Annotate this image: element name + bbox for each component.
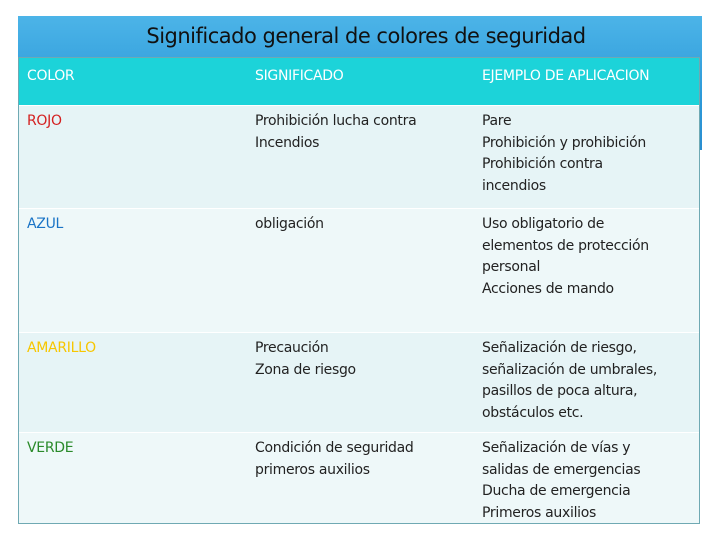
color-name-amarillo: AMARILLO — [19, 333, 247, 433]
ejemplo-cell — [474, 106, 700, 209]
ejemplo-line: personal — [482, 259, 541, 275]
ejemplo-line: Señalización de riesgo, — [482, 340, 637, 356]
ejemplo-line: Pare — [482, 113, 512, 129]
significado-line: Incendios — [255, 134, 320, 151]
table-row — [19, 209, 700, 333]
ejemplo-line: Ducha de emergencia — [482, 483, 631, 499]
ejemplo-line: pasillos de poca altura, — [482, 383, 638, 399]
significado-line: Precaución — [255, 340, 329, 356]
ejemplo-line: elementos de protección — [482, 237, 649, 254]
ejemplo-cell — [474, 333, 700, 433]
ejemplo-line: Prohibición contra — [482, 156, 603, 172]
ejemplo-line: obstáculos etc. — [482, 404, 584, 421]
ejemplo-line: salidas de emergencias — [482, 461, 641, 478]
significado-line: Prohibición lucha contra — [255, 113, 417, 129]
table-row — [19, 433, 700, 525]
significado-cell — [247, 209, 474, 333]
ejemplo-line: Primeros auxilios — [482, 504, 597, 521]
significado-line: Zona de riesgo — [255, 361, 356, 378]
ejemplo-line: Señalización de vías y — [482, 440, 631, 456]
ejemplo-cell — [474, 433, 700, 525]
significado-cell — [247, 433, 474, 525]
slide-title: Significado general de colores de seguridad — [146, 24, 586, 48]
colors-table — [19, 58, 700, 524]
significado-line: obligación — [255, 216, 324, 232]
header-ejemplo: EJEMPLO DE APLICACION — [482, 68, 650, 84]
header-significado: SIGNIFICADO — [255, 68, 344, 84]
color-name-rojo: ROJO — [19, 106, 247, 209]
header-color: COLOR — [27, 68, 75, 84]
ejemplo-line: Prohibición y prohibición — [482, 134, 646, 151]
colors-table-container — [18, 57, 700, 524]
ejemplo-line: incendios — [482, 177, 546, 194]
color-name-verde: VERDE — [19, 433, 247, 525]
table-row — [19, 333, 700, 433]
table-header-row — [19, 58, 700, 106]
ejemplo-line: Acciones de mando — [482, 280, 614, 297]
significado-line: primeros auxilios — [255, 461, 370, 478]
ejemplo-line: señalización de umbrales, — [482, 361, 657, 378]
significado-line: Condición de seguridad — [255, 440, 414, 456]
ejemplo-line: Uso obligatorio de — [482, 216, 605, 232]
table-row — [19, 106, 700, 209]
significado-cell — [247, 333, 474, 433]
significado-cell — [247, 106, 474, 209]
color-name-azul: AZUL — [19, 209, 247, 333]
ejemplo-cell — [474, 209, 700, 333]
